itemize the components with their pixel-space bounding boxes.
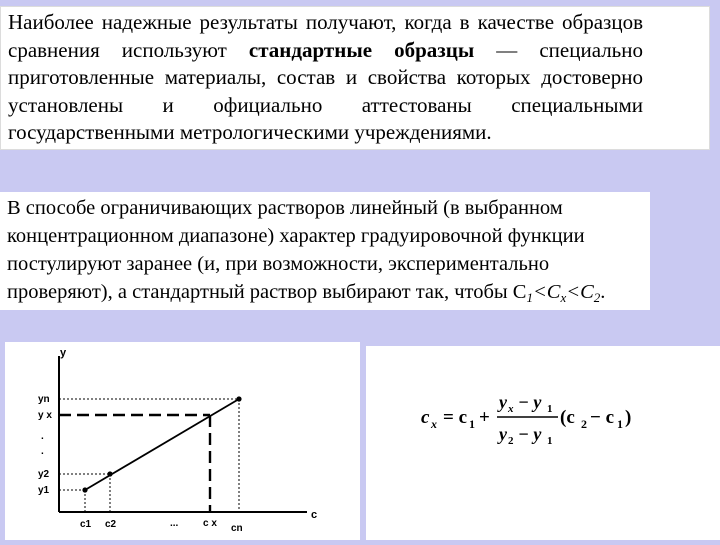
formula-den-2-sub: 2 [508,435,514,447]
paragraph2-end: . [600,281,606,303]
x-tick-label: c1 [80,519,92,530]
formula-paren-c2: (c [560,407,575,428]
x-tick-label: c x [203,518,217,529]
formula-den-y: y [499,424,507,444]
paragraph-standard-samples [0,6,710,150]
formula-c1b-sub: 1 [617,417,623,431]
y-tick-label: y1 [38,485,50,496]
formula-num-x-sub: x [508,403,514,415]
sub-c2: 2 [593,290,601,305]
y-axis-label: y [60,347,67,359]
formula-num-minus: − y [518,392,542,412]
formula-cx: c [421,407,430,428]
paragraph1-text-end: — специально приготовленные материалы, состав и свойства которых достоверно установлены и официально аттестованы специальными государственными метрологическими учреждениями. [8,37,643,144]
formula-c2-sub: 2 [581,417,587,431]
formula-den-1-sub: 1 [547,435,553,447]
x-axis-label: c [311,509,318,521]
calibration-graph [5,342,360,540]
x-tick-label: cn [231,523,243,534]
lt-cx: <C [532,281,561,303]
y-tick-label: . [41,431,44,442]
y-tick-label: y x [38,410,52,421]
paragraph2-text: В способе ограничивающих растворов линейный (в выбранном концентрационном диапазоне) характер градуировочной функции постулируют заранее (и, при возможности, экспериментально проверяют), а стандартный раствор выбирают так, чтобы С [7,197,585,303]
x-tick-label: ... [170,518,179,529]
formula-eq-c1: = c [443,407,468,428]
sub-cx: x [560,290,567,305]
formula-plus: + [479,407,490,428]
formula-cx-sub: x [431,417,437,431]
formula-paren-close: ) [625,407,632,428]
sub-c1: 1 [526,290,533,305]
formula-num-y: y [499,392,507,412]
formula-minus-c1: − c [590,407,615,428]
x-tick-label: c2 [105,519,117,530]
formula-num-1-sub: 1 [547,403,553,415]
formula-c1-sub: 1 [469,417,475,431]
calibration-line [85,399,239,490]
formula-svg [366,346,720,540]
y-tick-label: y2 [38,469,50,480]
paragraph1-bold-term: стандартные образцы [248,37,475,62]
formula-den-minus: − y [518,424,542,444]
interpolation-formula [366,346,720,540]
y-tick-label: . [41,446,44,457]
calibration-graph-svg [5,342,360,540]
paragraph-bounding-solutions [0,192,650,310]
lt-c2: <C [566,281,594,303]
paragraph1-text-start: Наиболее надежные результаты получают, когда в качестве образцов сравнения используют [8,10,643,62]
y-tick-label: yn [38,394,50,405]
